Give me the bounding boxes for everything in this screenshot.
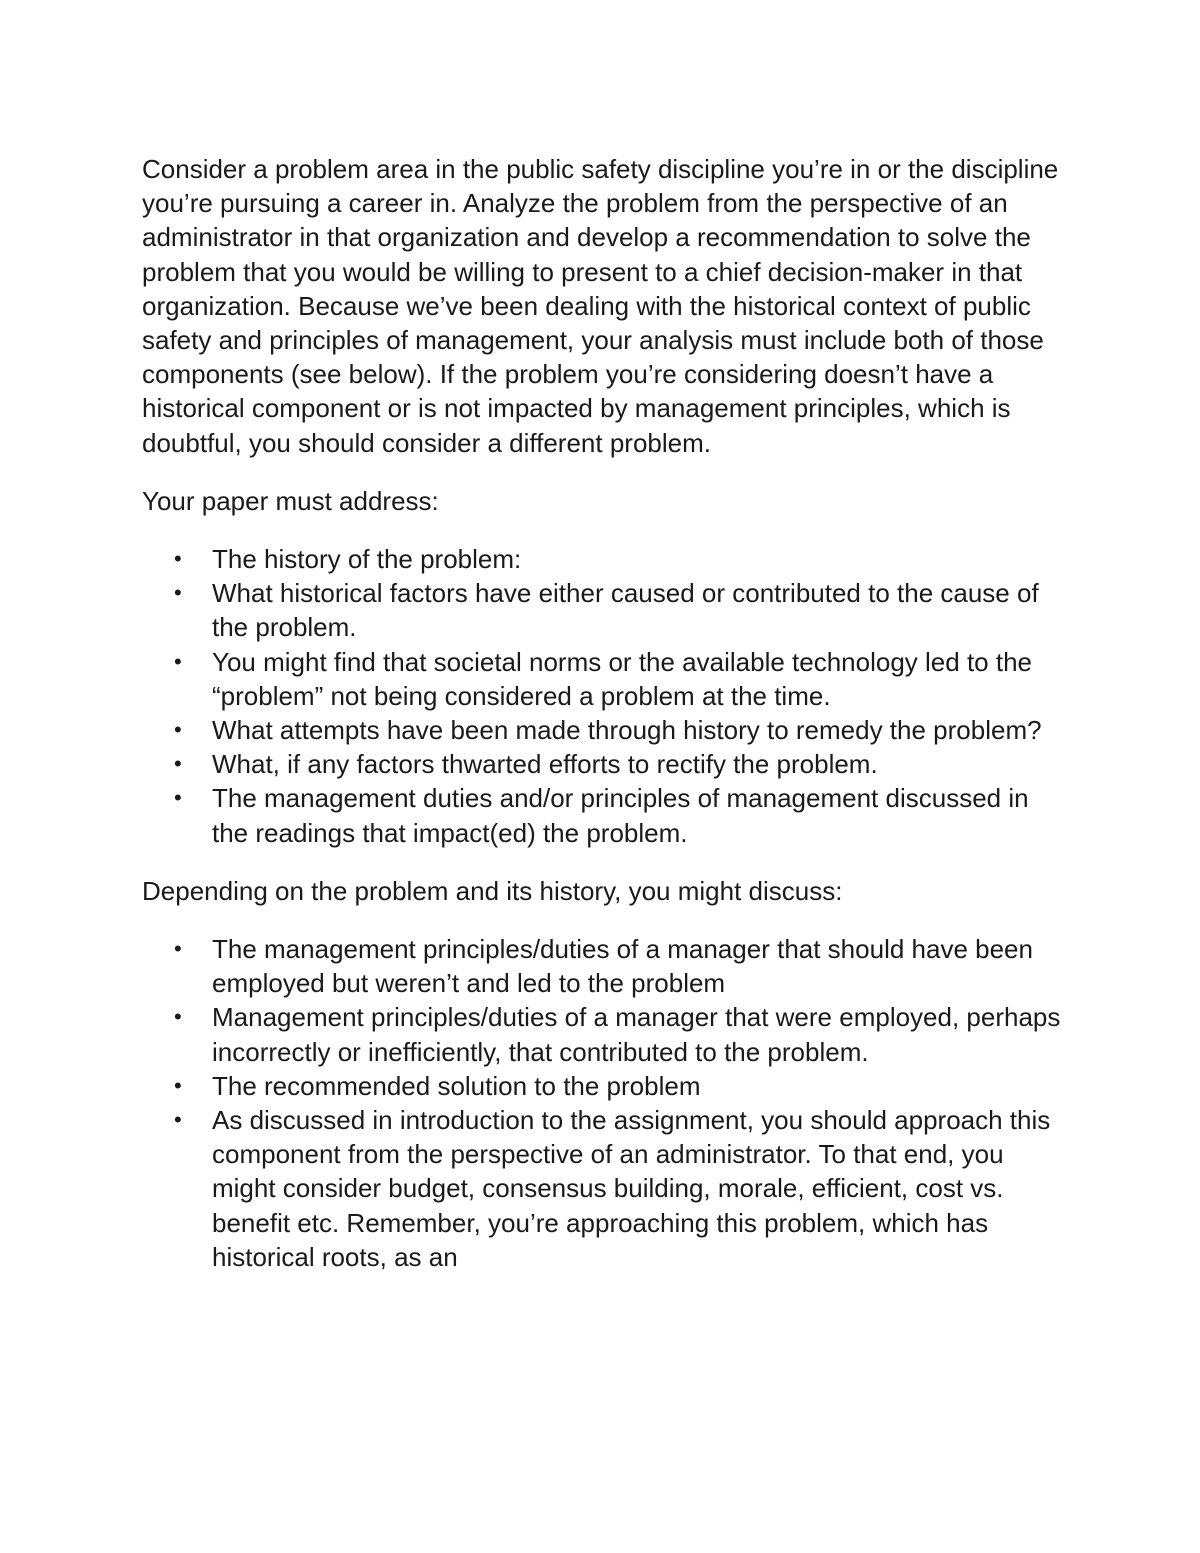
- intro-paragraph: Consider a problem area in the public safety discipline you’re in or the discipline you’re pursuing a career in. Analyze the problem from the perspective of an administrator in that organization and develop a recommendation to solve the problem that you would be willing to present to a chief decision-maker in that organization. Because we’ve been dealing with the historical context of public safety and principles of management, your analysis must include both of those components (see below). If the problem you’re considering doesn’t have a historical component or is not impacted by management principles, which is doubtful, you should consider a different problem.: [142, 154, 1059, 458]
- list-item-text: You might find that societal norms or the available technology led to the “problem” not being considered a problem at the time.: [212, 646, 1032, 711]
- bullet-icon: •: [174, 785, 182, 811]
- list-item-text: Management principles/duties of a manager that were employed, perhaps incorrectly or inefficiently, that contributed to the problem.: [212, 1002, 1061, 1067]
- list-item-text: The management principles/duties of a manager that should have been employed but weren’t and led to the problem: [212, 934, 1033, 999]
- might-discuss-heading: Depending on the problem and its history, you might discuss:: [142, 875, 843, 906]
- bullet-icon: •: [174, 546, 182, 572]
- list-item: [142, 1069, 1067, 1103]
- bullet-icon: •: [174, 751, 182, 777]
- list-item: [142, 1000, 1067, 1068]
- might-discuss-list: [142, 932, 1067, 1274]
- bullet-icon: •: [174, 1072, 182, 1098]
- bullet-icon: •: [174, 1107, 182, 1133]
- list-item: [142, 747, 1067, 781]
- bullet-icon: •: [174, 648, 182, 674]
- list-item-text: What attempts have been made through history to remedy the problem?: [212, 715, 1042, 746]
- list-item: [142, 713, 1067, 747]
- list-item-text: What, if any factors thwarted efforts to rectify the problem.: [212, 749, 878, 780]
- must-address-list: [142, 542, 1067, 850]
- bullet-icon: •: [174, 1004, 182, 1030]
- list-item-text: What historical factors have either caused or contributed to the cause of the problem.: [212, 578, 1039, 643]
- list-item-text: The recommended solution to the problem: [212, 1070, 701, 1101]
- bullet-icon: •: [174, 717, 182, 743]
- must-address-heading: Your paper must address:: [142, 485, 439, 516]
- list-item-text: As discussed in introduction to the assignment, you should approach this component from the perspective of an administrator. To that end, you might consider budget, consensus building, morale, efficient, cost vs. benefit etc. Remember, you’re approaching this problem, which has historical roots, as an: [212, 1105, 1051, 1272]
- list-item: [142, 645, 1067, 713]
- bullet-icon: •: [174, 936, 182, 962]
- document-page: [142, 152, 1067, 1298]
- list-item: [142, 542, 1067, 576]
- list-item-text: The management duties and/or principles of management discussed in the readings that impact(ed) the problem.: [212, 783, 1029, 848]
- list-item: [142, 1103, 1067, 1274]
- list-item: [142, 576, 1067, 644]
- list-item: [142, 781, 1067, 849]
- bullet-icon: •: [174, 580, 182, 606]
- list-item-text: The history of the problem:: [212, 544, 522, 575]
- list-item: [142, 932, 1067, 1000]
